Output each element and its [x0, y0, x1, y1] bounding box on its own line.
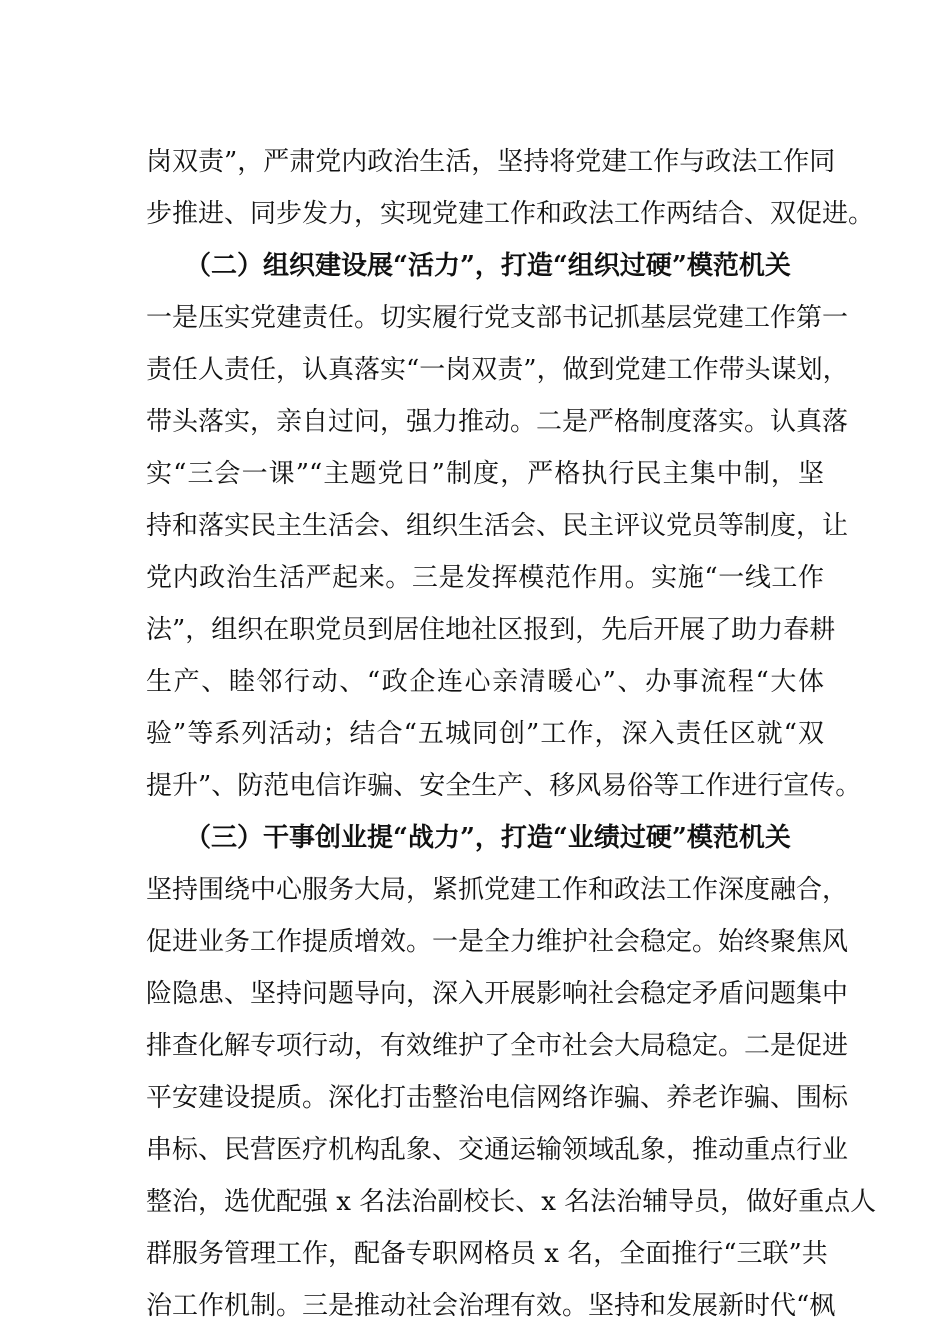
body-text-line: 责任人责任，认真落实“一岗双责”，做到党建工作带头谋划，	[146, 355, 849, 385]
section-heading-3: （三）干事创业提“战力”，打造“业绩过硬”模范机关	[146, 823, 791, 853]
body-text-line: 带头落实，亲自过问，强力推动。二是严格制度落实。认真落	[146, 407, 849, 437]
body-text-line: 群服务管理工作，配备专职网格员 x 名，全面推行“三联”共	[146, 1239, 828, 1269]
body-text-line: 生产、睦邻行动、“政企连心亲清暖心”、办事流程“大体	[146, 667, 824, 697]
body-text-line: 险隐患、坚持问题导向，深入开展影响社会稳定矛盾问题集中	[146, 979, 849, 1009]
section-heading-2: （二）组织建设展“活力”，打造“组织过硬”模范机关	[146, 251, 791, 281]
body-text-line: 一是压实党建责任。切实履行党支部书记抓基层党建工作第一	[146, 303, 849, 333]
body-text-line: 串标、民营医疗机构乱象、交通运输领域乱象，推动重点行业	[146, 1135, 849, 1165]
body-text-line: 治工作机制。三是推动社会治理有效。坚持和发展新时代“枫	[146, 1291, 836, 1321]
body-text-line: 岗双责”，严肃党内政治生活，坚持将党建工作与政法工作同	[146, 147, 836, 177]
body-text-line: 法”，组织在职党员到居住地社区报到，先后开展了助力春耕	[146, 615, 836, 645]
body-text-line: 整治，选优配强 x 名法治副校长、x 名法治辅导员，做好重点人	[146, 1187, 877, 1217]
body-text-line: 持和落实民主生活会、组织生活会、民主评议党员等制度，让	[146, 511, 849, 541]
body-text-line: 提升”、防范电信诈骗、安全生产、移风易俗等工作进行宣传。	[146, 771, 862, 801]
body-text-line: 排查化解专项行动，有效维护了全市社会大局稳定。二是促进	[146, 1031, 849, 1061]
body-text-line: 促进业务工作提质增效。一是全力维护社会稳定。始终聚焦风	[146, 927, 849, 957]
body-text-line: 坚持围绕中心服务大局，紧抓党建工作和政法工作深度融合，	[146, 875, 849, 905]
body-text-line: 实“三会一课”“主题党日”制度，严格执行民主集中制，坚	[146, 459, 824, 489]
body-text-line: 党内政治生活严起来。三是发挥模范作用。实施“一线工作	[146, 563, 824, 593]
body-text-line: 验”等系列活动；结合“五城同创”工作，深入责任区就“双	[146, 719, 824, 749]
body-text-line: 步推进、同步发力，实现党建工作和政法工作两结合、双促进。	[146, 199, 875, 229]
body-text-line: 平安建设提质。深化打击整治电信网络诈骗、养老诈骗、围标	[146, 1083, 849, 1113]
